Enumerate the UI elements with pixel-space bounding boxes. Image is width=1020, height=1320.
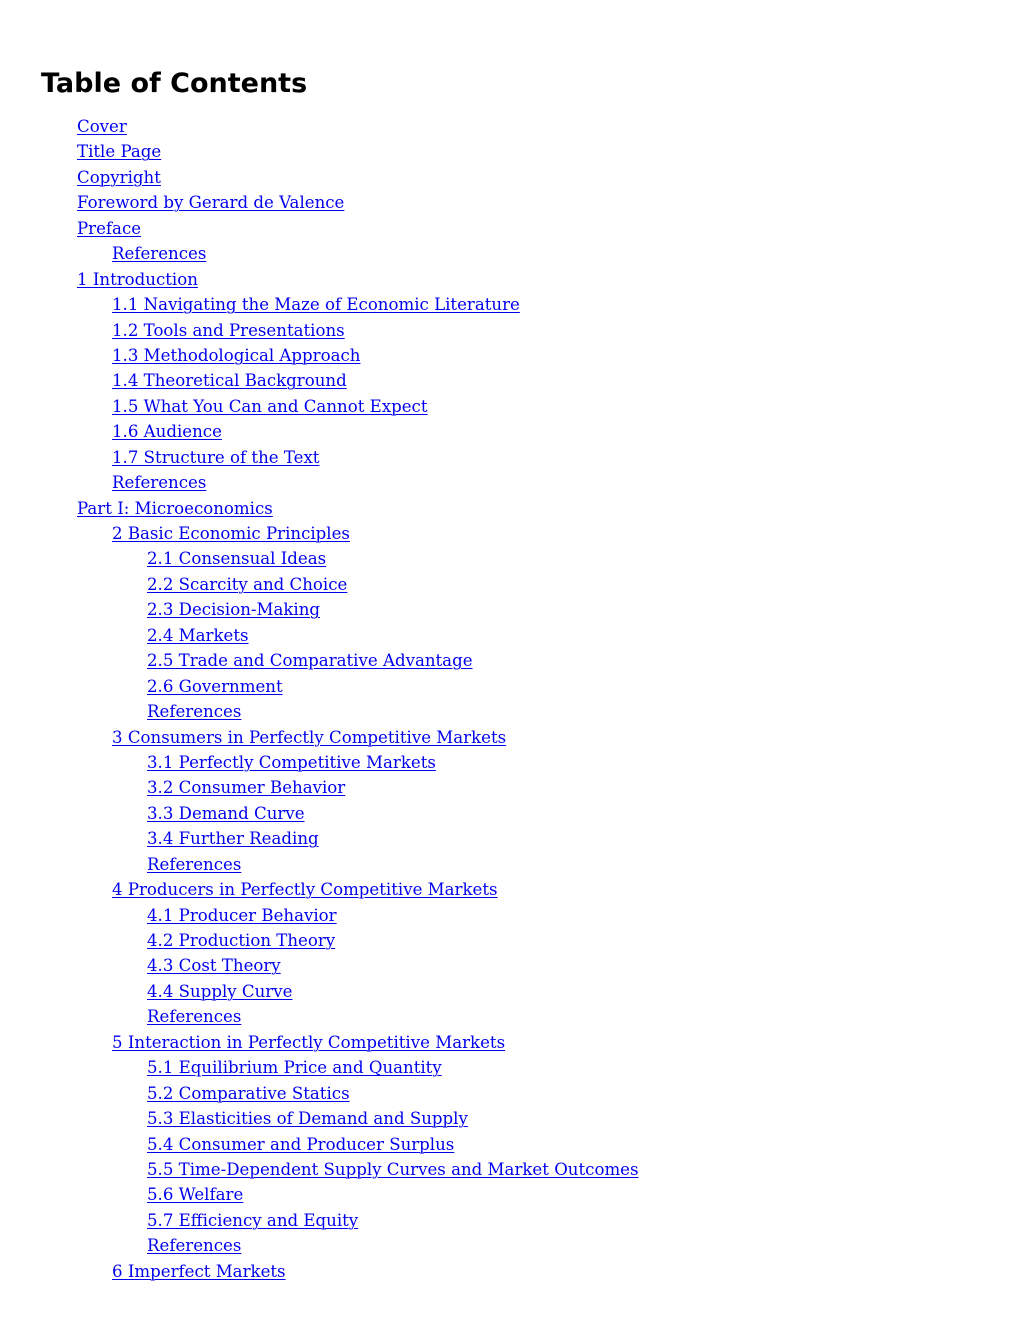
toc-entry (0, 292, 1020, 317)
toc-entry (0, 546, 1020, 571)
toc-entry (0, 903, 1020, 928)
toc-entry (0, 877, 1020, 902)
toc-link[interactable]: 2.2 Scarcity and Choice (147, 574, 348, 594)
toc-entry (0, 1259, 1020, 1284)
toc-link[interactable]: References (147, 1007, 242, 1027)
toc-link[interactable]: Part I: Microeconomics (77, 498, 273, 518)
toc-entry (0, 750, 1020, 775)
toc-entry (0, 826, 1020, 851)
toc-link[interactable]: 2.5 Trade and Comparative Advantage (147, 651, 473, 671)
toc-entry (0, 139, 1020, 164)
toc-link[interactable]: 3.3 Demand Curve (147, 803, 305, 823)
toc-link[interactable]: 5.6 Welfare (147, 1185, 244, 1205)
toc-entry (0, 394, 1020, 419)
toc-link[interactable]: References (147, 1236, 242, 1256)
toc-link[interactable]: Foreword by Gerard de Valence (77, 193, 345, 213)
toc-entry (0, 1132, 1020, 1157)
toc-link[interactable]: Copyright (77, 167, 161, 187)
toc-link[interactable]: References (112, 244, 207, 264)
toc-entry (0, 623, 1020, 648)
toc-entry (0, 267, 1020, 292)
toc-entry (0, 318, 1020, 343)
toc-link[interactable]: 6 Imperfect Markets (112, 1261, 286, 1281)
toc-entry (0, 419, 1020, 444)
toc-link[interactable]: 2.1 Consensual Ideas (147, 549, 327, 569)
toc-link[interactable]: 4.1 Producer Behavior (147, 905, 337, 925)
toc-entry (0, 216, 1020, 241)
toc-entry (0, 801, 1020, 826)
toc-entry (0, 1030, 1020, 1055)
toc-link[interactable]: 5.4 Consumer and Producer Surplus (147, 1134, 455, 1154)
toc-link[interactable]: 3.4 Further Reading (147, 829, 319, 849)
toc-link[interactable]: 1.4 Theoretical Background (112, 371, 347, 391)
toc-link[interactable]: 5.2 Comparative Statics (147, 1083, 350, 1103)
toc-link[interactable]: 5.5 Time-Dependent Supply Curves and Market Outcomes (147, 1159, 639, 1179)
toc-link[interactable]: 4.3 Cost Theory (147, 956, 281, 976)
toc-entry (0, 1055, 1020, 1080)
toc-entry (0, 1004, 1020, 1029)
toc-link[interactable]: 5.3 Elasticities of Demand and Supply (147, 1109, 468, 1129)
toc-entry (0, 521, 1020, 546)
toc-link[interactable]: 3 Consumers in Perfectly Competitive Markets (112, 727, 507, 747)
toc-link[interactable]: 1.2 Tools and Presentations (112, 320, 345, 340)
toc-entry (0, 725, 1020, 750)
toc-link[interactable]: References (147, 702, 242, 722)
toc-link[interactable]: 1.7 Structure of the Text (112, 447, 320, 467)
toc-link[interactable]: 1.6 Audience (112, 422, 222, 442)
page-title: Table of Contents (41, 68, 308, 99)
toc-link[interactable]: 2.3 Decision-Making (147, 600, 321, 620)
toc-entry (0, 648, 1020, 673)
toc-entry (0, 1233, 1020, 1258)
toc-entry (0, 470, 1020, 495)
toc-entry (0, 852, 1020, 877)
toc-entry (0, 597, 1020, 622)
toc-link[interactable]: 4.2 Production Theory (147, 931, 336, 950)
toc-link[interactable]: 1 Introduction (77, 269, 198, 289)
toc-link[interactable]: 3.1 Perfectly Competitive Markets (147, 752, 436, 772)
toc-link[interactable]: References (147, 854, 242, 874)
toc-link[interactable]: Cover (77, 117, 127, 136)
toc-link[interactable]: 5.1 Equilibrium Price and Quantity (147, 1058, 442, 1078)
toc-entry (0, 1157, 1020, 1182)
toc-entry (0, 445, 1020, 470)
toc-link[interactable]: Title Page (77, 142, 162, 162)
toc-link[interactable]: 5 Interaction in Perfectly Competitive Markets (112, 1032, 506, 1052)
toc-entry (0, 572, 1020, 597)
toc-entry (0, 1208, 1020, 1233)
toc-entry (0, 979, 1020, 1004)
toc-entry (0, 953, 1020, 978)
toc-entry (0, 1182, 1020, 1207)
toc-link[interactable]: References (112, 473, 207, 493)
toc-entry (0, 114, 1020, 139)
toc-link[interactable]: 1.5 What You Can and Cannot Expect (112, 396, 428, 416)
toc-entry (0, 674, 1020, 699)
toc-list (0, 114, 1020, 1284)
toc-link[interactable]: 2.4 Markets (147, 625, 249, 645)
toc-entry (0, 241, 1020, 266)
toc-entry (0, 1081, 1020, 1106)
toc-entry (0, 343, 1020, 368)
toc-link[interactable]: 5.7 Efficiency and Equity (147, 1210, 359, 1230)
toc-entry (0, 1106, 1020, 1131)
toc-link[interactable]: 2 Basic Economic Principles (112, 524, 350, 543)
toc-entry (0, 190, 1020, 215)
toc-link[interactable]: 1.3 Methodological Approach (112, 345, 361, 365)
toc-entry (0, 368, 1020, 393)
toc-entry (0, 699, 1020, 724)
toc-link[interactable]: Preface (77, 218, 142, 238)
toc-link[interactable]: 4.4 Supply Curve (147, 981, 293, 1001)
toc-entry (0, 496, 1020, 521)
toc-link[interactable]: 1.1 Navigating the Maze of Economic Literature (112, 295, 520, 315)
toc-entry (0, 928, 1020, 953)
toc-link[interactable]: 3.2 Consumer Behavior (147, 778, 346, 798)
toc-entry (0, 165, 1020, 190)
toc-link[interactable]: 2.6 Government (147, 676, 283, 696)
toc-entry (0, 775, 1020, 800)
toc-link[interactable]: 4 Producers in Perfectly Competitive Markets (112, 880, 498, 900)
